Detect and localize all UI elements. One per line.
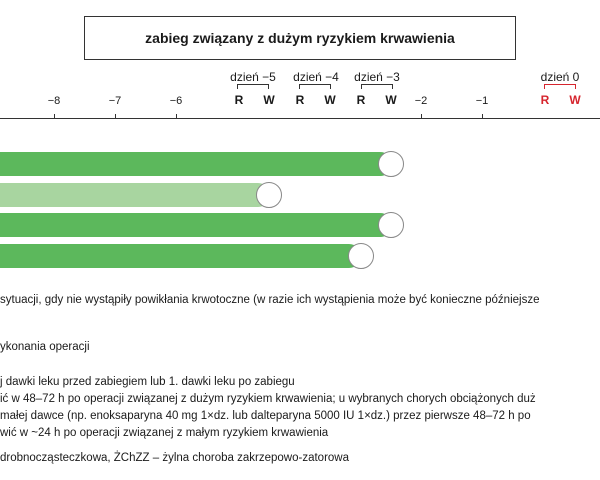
note-line: małej dawce (np. enoksaparyna 40 mg 1×dz. lub dalteparyna 5000 IU 1×dz.) przez pierwsze 48–72 h po <box>0 410 531 422</box>
axis-tick <box>482 114 483 119</box>
axis-tick-label: −1 <box>475 95 489 107</box>
page-title: zabieg związany z dużym ryzykiem krwawienia <box>145 30 455 46</box>
axis-tick-label: −7 <box>108 95 122 107</box>
note-line: ykonania operacji <box>0 341 90 353</box>
note-line: j dawki leku przed zabiegiem lub 1. dawki leku po zabiegu <box>0 376 295 388</box>
day-bracket <box>361 84 393 89</box>
axis-tick <box>54 114 55 119</box>
rw-label: W <box>569 93 581 107</box>
axis-tick-label: −2 <box>414 95 428 107</box>
rw-label: R <box>540 93 550 107</box>
day-label-minus5: dzień −5 <box>230 70 276 84</box>
axis-tick-label: −8 <box>47 95 61 107</box>
rw-label: W <box>324 93 336 107</box>
axis-tick <box>176 114 177 119</box>
timeline-bar <box>0 152 392 176</box>
end-marker-circle <box>256 182 282 208</box>
note-line: sytuacji, gdy nie wystąpiły powikłania krwotoczne (w razie ich wystąpienia może być konieczne późniejsze <box>0 294 540 306</box>
day-label-minus3: dzień −3 <box>354 70 400 84</box>
title-box <box>84 16 516 60</box>
rw-label: W <box>263 93 275 107</box>
day-label-0: dzień 0 <box>540 70 580 84</box>
end-marker-circle <box>348 243 374 269</box>
day-label-minus4: dzień −4 <box>293 70 339 84</box>
day-bracket <box>237 84 269 89</box>
rw-label: R <box>234 93 244 107</box>
timeline-bar <box>0 183 270 207</box>
rw-label: R <box>356 93 366 107</box>
rw-label: R <box>295 93 305 107</box>
note-line: wić w ~24 h po operacji związanej z małym ryzykiem krwawienia <box>0 427 329 439</box>
day-bracket <box>299 84 331 89</box>
axis-tick <box>115 114 116 119</box>
axis-tick <box>421 114 422 119</box>
timeline-bar <box>0 213 392 237</box>
note-line: ić w 48–72 h po operacji związanej z dużym ryzykiem krwawienia; u wybranych chorych obciążonych duż <box>0 393 536 405</box>
note-line: drobnocząsteczkowa, ŻChZZ – żylna choroba zakrzepowo-zatorowa <box>0 452 349 464</box>
timeline-bar <box>0 244 361 268</box>
end-marker-circle <box>378 151 404 177</box>
day-bracket <box>544 84 576 89</box>
rw-label: W <box>385 93 397 107</box>
axis-tick-label: −6 <box>169 95 183 107</box>
timeline-axis <box>0 118 600 119</box>
end-marker-circle <box>378 212 404 238</box>
